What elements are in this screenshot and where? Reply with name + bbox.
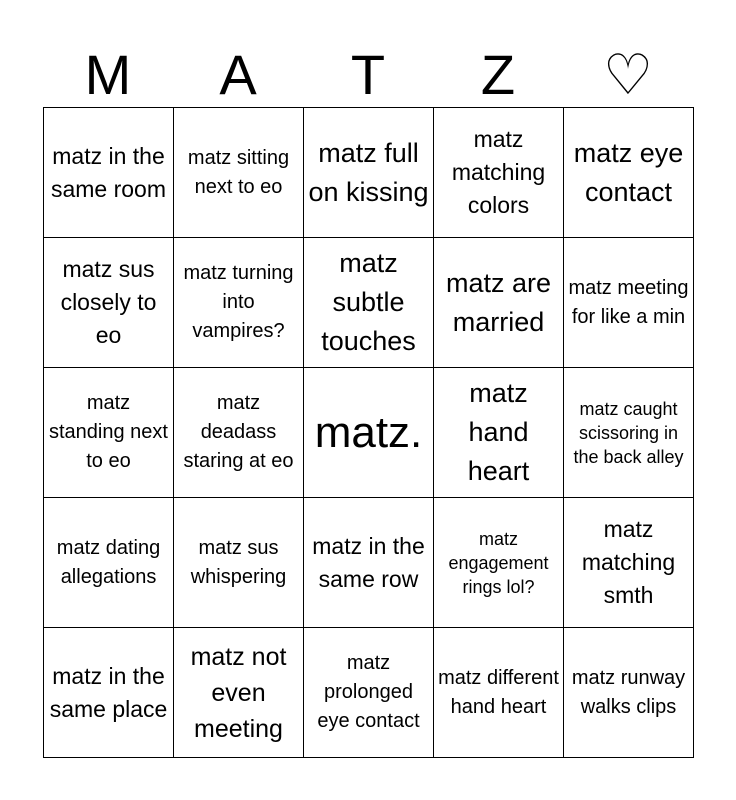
bingo-cell[interactable] (434, 368, 564, 498)
cell-text: matz full on kissing (308, 137, 429, 207)
board-row (44, 108, 694, 238)
bingo-cell[interactable] (564, 368, 694, 498)
bingo-cell[interactable] (304, 628, 434, 758)
bingo-cell[interactable] (434, 498, 564, 628)
header-letter-a: A (219, 43, 257, 106)
bingo-header (43, 42, 693, 108)
header-letter-t: T (350, 43, 386, 106)
cell-text: matz in the same row (312, 532, 425, 592)
bingo-cell[interactable] (434, 628, 564, 758)
header-letter-z: Z (480, 43, 516, 106)
cell-text: matz standing next to eo (49, 392, 168, 472)
cell-text: matz different hand heart (438, 666, 559, 718)
cell-text: matz engagement rings lol? (448, 528, 549, 597)
bingo-cell[interactable] (304, 498, 434, 628)
bingo-cell[interactable] (44, 498, 174, 628)
bingo-cell[interactable] (174, 108, 304, 238)
bingo-cell[interactable] (564, 108, 694, 238)
bingo-cell[interactable] (44, 238, 174, 368)
board-row (44, 628, 694, 758)
board-row (44, 238, 694, 368)
bingo-cell[interactable] (434, 108, 564, 238)
cell-text: matz subtle touches (321, 248, 416, 356)
cell-text: matz runway walks clips (571, 666, 686, 718)
board-row (44, 498, 694, 628)
board-row (44, 368, 694, 498)
cell-text: matz are married (445, 267, 552, 337)
bingo-board (43, 107, 694, 758)
cell-text: matz prolonged eye contact (317, 652, 420, 732)
cell-text: matz not even meeting (190, 642, 287, 743)
bingo-cell[interactable] (564, 628, 694, 758)
cell-text: matz caught scissoring in the back alley (573, 398, 684, 467)
bingo-cell[interactable] (44, 628, 174, 758)
header-letter-m: M (84, 43, 132, 106)
cell-text: matz. (314, 407, 423, 457)
bingo-cell[interactable] (174, 238, 304, 368)
bingo-cell[interactable] (434, 238, 564, 368)
cell-text: matz sus closely to eo (60, 256, 157, 348)
bingo-cell[interactable] (174, 368, 304, 498)
cell-text: matz matching colors (451, 126, 546, 218)
heart-icon: ♡ (602, 43, 654, 106)
bingo-cell[interactable] (564, 498, 694, 628)
bingo-cell[interactable] (174, 628, 304, 758)
cell-text: matz sus whispering (190, 536, 287, 588)
bingo-cell[interactable] (564, 238, 694, 368)
cell-text: matz meeting for like a min (568, 276, 689, 328)
bingo-cell[interactable] (304, 108, 434, 238)
bingo-cell[interactable] (44, 368, 174, 498)
cell-text: matz hand heart (467, 378, 530, 486)
cell-text: matz in the same place (49, 662, 168, 722)
cell-text: matz turning into vampires? (183, 262, 294, 342)
cell-text: matz sitting next to eo (187, 146, 290, 198)
free-cell[interactable] (304, 368, 434, 498)
bingo-cell[interactable] (44, 108, 174, 238)
bingo-cell[interactable] (174, 498, 304, 628)
cell-text: matz dating allegations (56, 536, 161, 588)
bingo-cell[interactable] (304, 238, 434, 368)
cell-text: matz deadass staring at eo (183, 392, 294, 472)
cell-text: matz eye contact (573, 137, 684, 207)
cell-text: matz in the same room (50, 142, 167, 202)
cell-text: matz matching smth (581, 516, 676, 608)
